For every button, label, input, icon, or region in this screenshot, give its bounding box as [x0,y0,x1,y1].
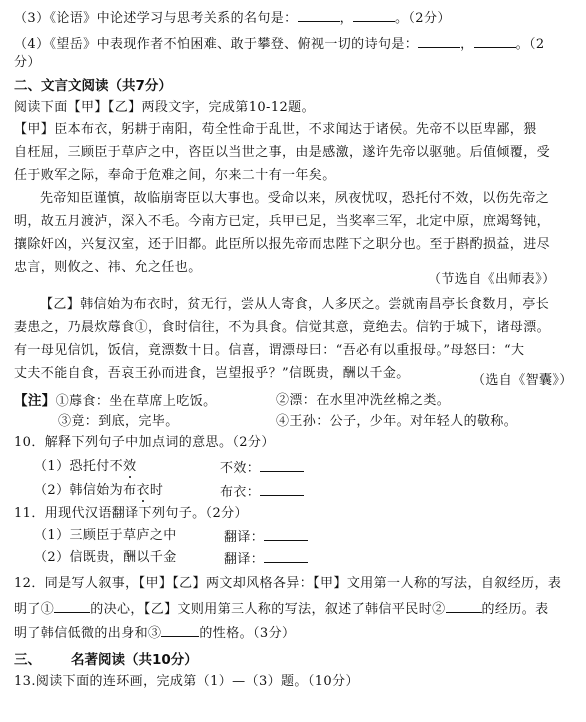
score: （2 [528,37,545,52]
jia-line-7: 忠言，则攸之、祎、允之任也。 [14,260,202,275]
q10-answer-2: 布衣： [220,482,304,502]
yi-line-2: 妻患之，乃晨炊蓐食①，食时信往，不为具食。信觉其意，竟绝去。信钓于城下，诸母漂。 [14,320,551,335]
q4-score-wrap: 分） [14,55,41,70]
answer-blank[interactable] [264,549,308,563]
notes-label: 【注】 [14,393,56,409]
jia-line-1: 【甲】臣本布衣，躬耕于南阳，苟全性命于乱世，不求闻达于诸侯。先帝不以臣卑鄙，猥 [14,122,537,137]
answer-blank[interactable] [353,8,395,22]
question-12-line-2: 明了① 的决心，【乙】文则用第三人称的写法，叙述了韩信平民时② 的经历。表 [14,599,549,619]
section-2-intro: 阅读下面【甲】【乙】两段文字，完成第10-12题。 [14,100,315,115]
answer-blank[interactable] [260,458,304,472]
answer-blank[interactable] [161,623,199,637]
notes-row-1 [14,392,217,411]
q10-answer-1: 不效： [220,458,304,478]
dotted-word: 效 [123,459,137,474]
note-1: ①蓐食：坐在草席上吃饭。 [55,394,217,409]
jia-line-6: 攘除奸凶，兴复汉室，还于旧都。此臣所以报先帝而忠陛下之职分也。至于斟酌损益，进尽 [14,237,551,252]
q11-answer-2: 翻译： [224,549,308,569]
answer-blank[interactable] [260,482,304,496]
note-2: ②漂：在水里冲洗丝棉之类。 [276,393,451,408]
question-12-line-1: 12．同是写人叙事，【甲】【乙】两文却风格各异：【甲】文用第一人称的写法，自叙经历，表 [14,576,562,591]
jia-line-3: 任于败军之际，奉命于危难之间，尔来二十有一年矣。 [14,168,336,183]
question-4: （4）《望岳》中表现作者不怕困难、敢于攀登、俯视一切的诗句是： ， 。（2 [14,34,545,54]
jia-line-5: 明，故五月渡泸，深入不毛。今南方已定，兵甲已足，当奖率三军，北定中原，庶竭驽钝， [14,214,551,229]
answer-blank[interactable] [474,34,516,48]
yi-source: （选自《智囊》） [472,373,573,388]
question-11: 11．用现代汉语翻译下列句子。（2分） [14,506,248,521]
answer-blank[interactable] [418,34,460,48]
jia-source: （节选自《出师表》） [428,272,556,287]
jia-line-2: 自枉屈，三顾臣于草庐之中，咨臣以当世之事，由是感激，遂许先帝以驱驰。后值倾覆，受 [14,145,551,160]
section-2-title: 二、文言文阅读（共7分） [14,78,172,94]
question-13: 13.阅读下面的连环画，完成第（1）—（3）题。（10分） [14,674,359,689]
yi-line-1: 【乙】韩信始为布衣时，贫无行，尝从人寄食，人多厌之。尝就南昌亭长食数月，亭长 [40,297,550,312]
q10-item-2: （2）韩信始为布衣时 [34,483,164,498]
jia-line-4: 先帝知臣谨慎，故临崩寄臣以大事也。受命以来，夙夜忧叹，恐托付不效，以伤先帝之 [40,191,550,206]
note-4: ④王孙：公子，少年。对年轻人的敬称。 [276,414,518,429]
question-12-line-3: 明了韩信低微的出身和③ 的性格。（3分） [14,623,295,643]
q3-text: （3）《论语》中论述学习与思考关系的名句是： [14,11,298,26]
question-10: 10．解释下列句子中加点词的意思。（2分） [14,435,275,450]
section-3-title: 三、 名著阅读（共10分） [14,652,198,668]
answer-blank[interactable] [54,599,90,613]
yi-line-3: 有一母见信饥，饭信，竟漂数十日。信喜，谓漂母曰：“吾必有以重报母。”母怒曰：“大 [14,343,525,358]
q4-text: （4）《望岳》中表现作者不怕困难、敢于攀登、俯视一切的诗句是： [14,37,419,52]
dotted-word: 衣 [136,483,150,498]
note-3: ③竟：到底，完毕。 [58,414,179,429]
yi-line-4: 丈夫不能自食，吾哀王孙而进食，岂望报乎？”信既贵，酬以千金。 [14,366,410,381]
answer-blank[interactable] [298,8,340,22]
answer-blank[interactable] [446,599,482,613]
q11-item-2: （2）信既贵，酬以千金 [34,550,177,565]
question-3: （3）《论语》中论述学习与思考关系的名句是： ， 。（2分） [14,8,451,28]
q11-item-1: （1）三顾臣于草庐之中 [34,528,177,543]
q11-answer-1: 翻译： [224,527,308,547]
answer-blank[interactable] [264,527,308,541]
q10-item-1: （1）恐托付不效 [34,459,137,474]
score: （2分） [408,11,451,26]
